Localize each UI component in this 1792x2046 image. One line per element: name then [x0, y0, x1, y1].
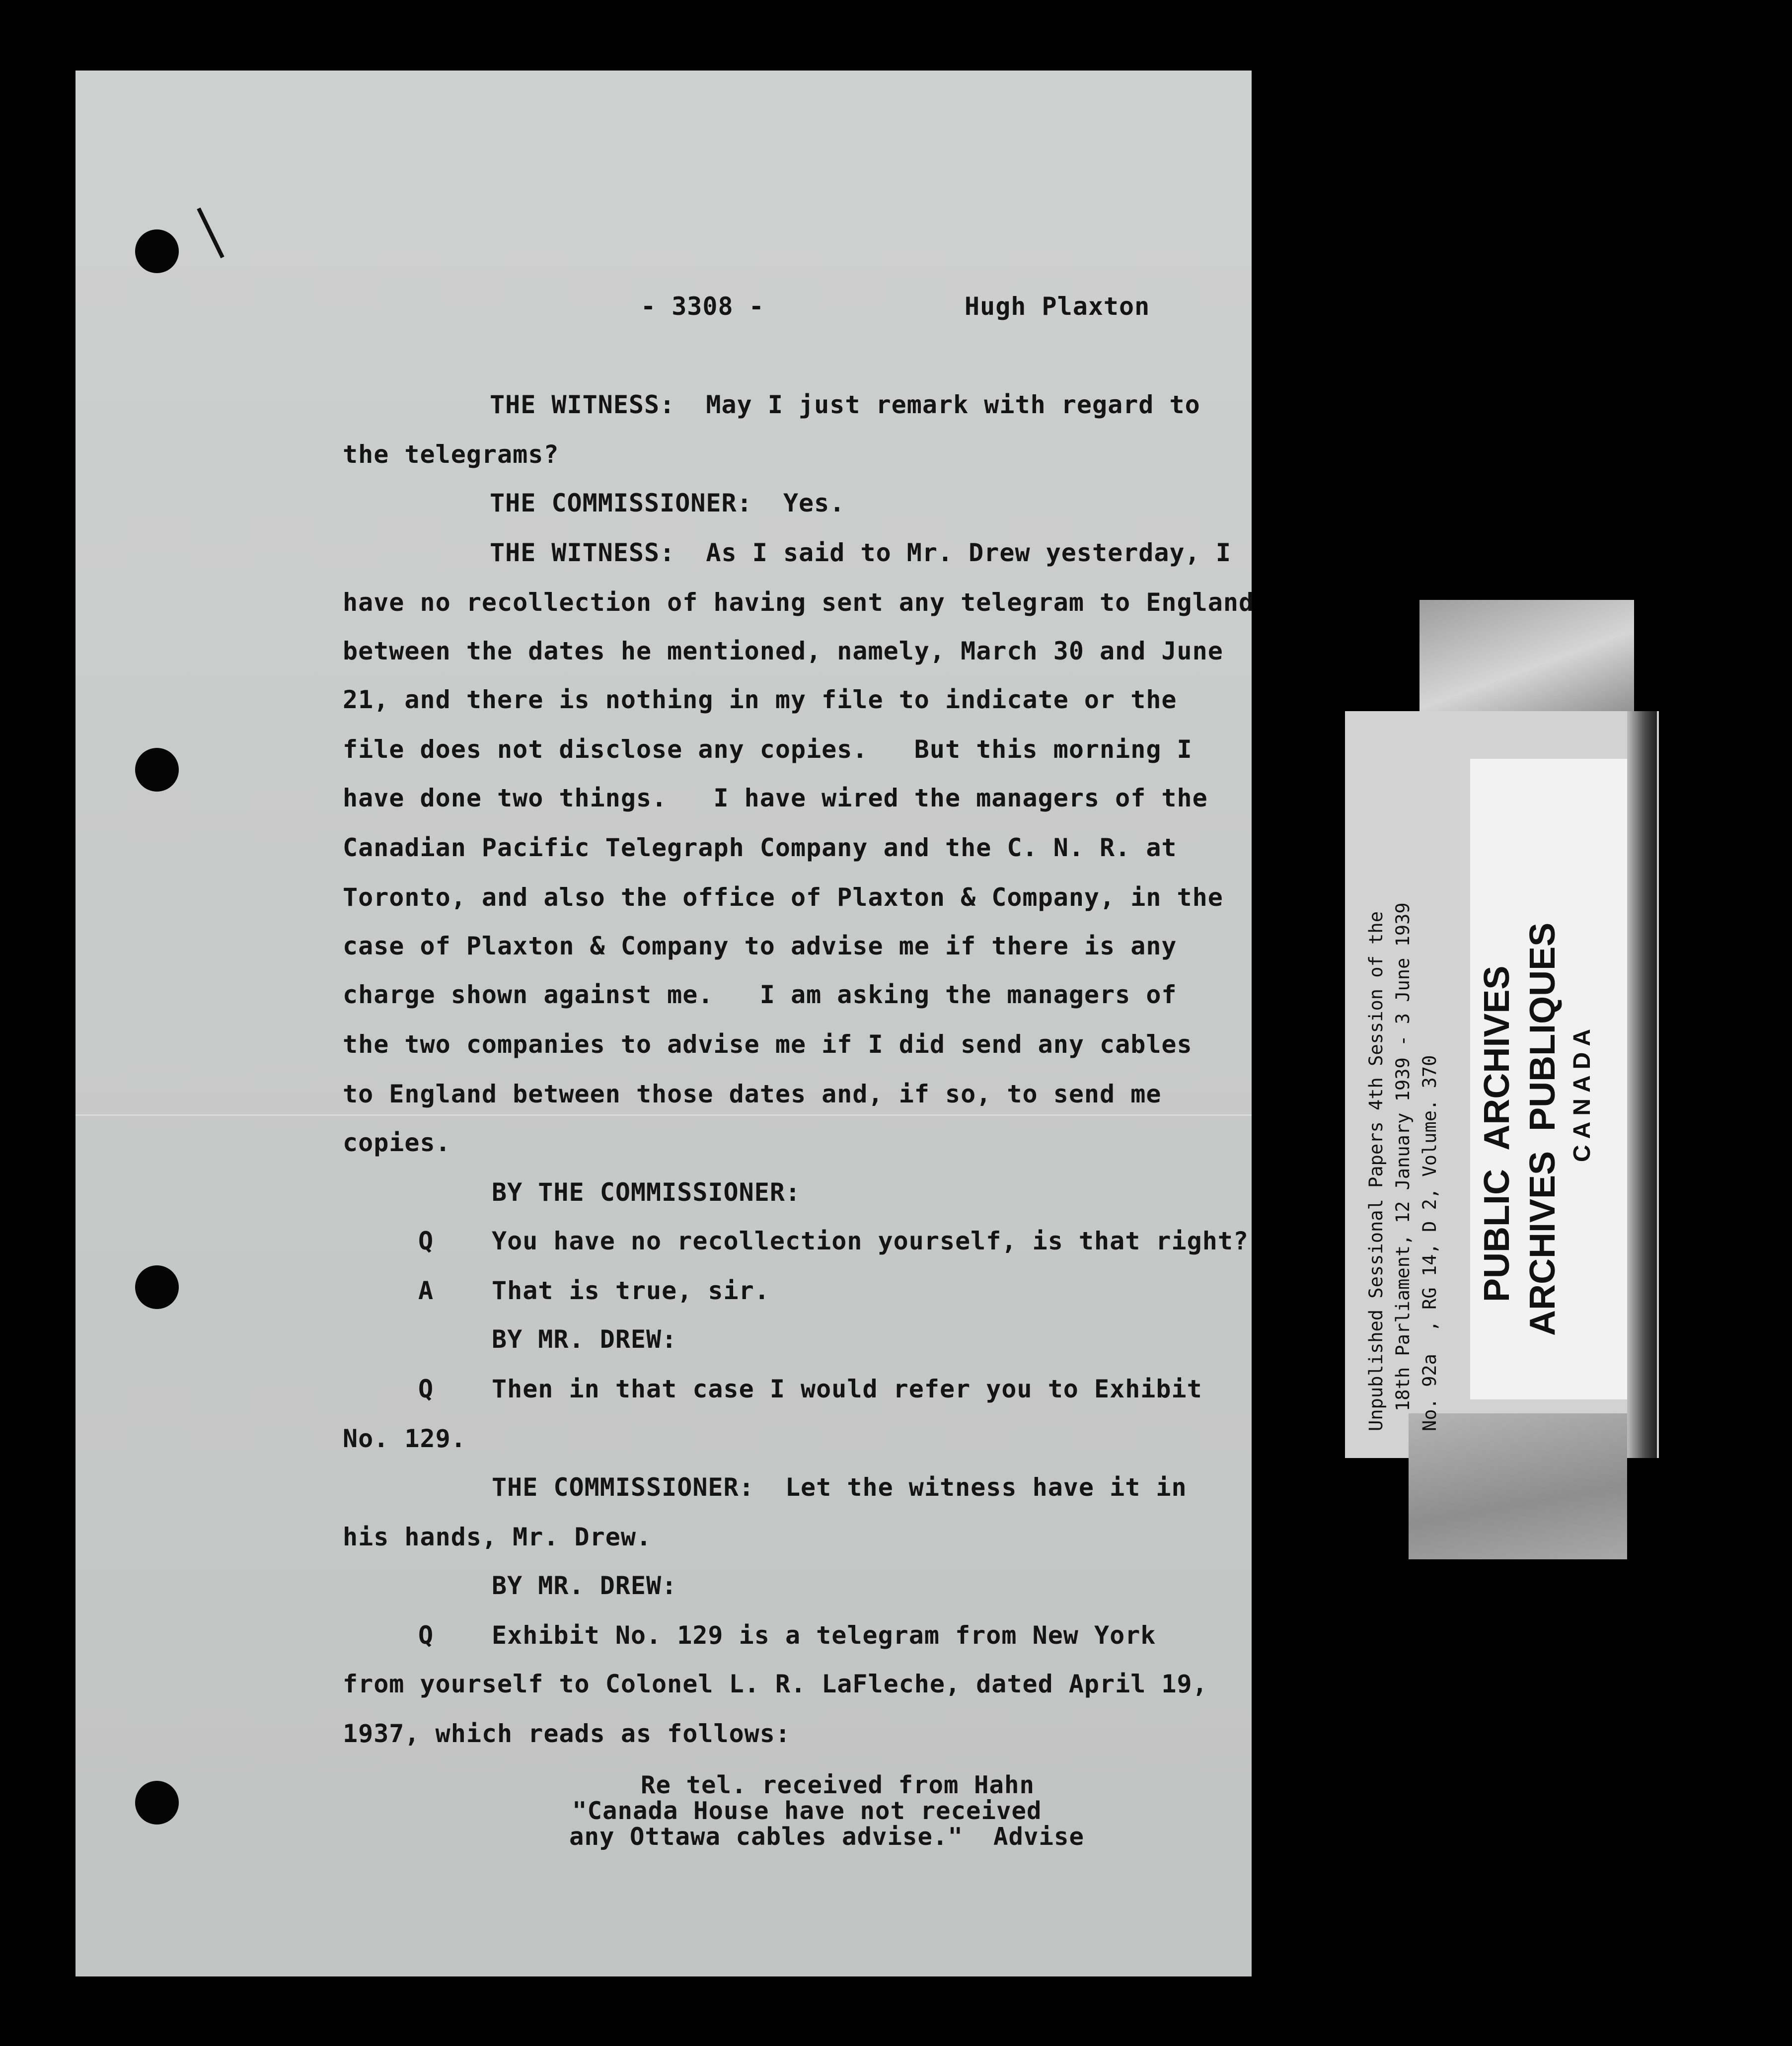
transcript-line: 1937, which reads as follows: — [343, 1719, 791, 1748]
transcript-line: Canadian Pacific Telegraph Company and the C. N. R. at — [343, 833, 1177, 862]
archive-card-top — [1419, 600, 1634, 719]
transcript-line: from yourself to Colonel L. R. LaFleche, dated April 19, — [343, 1670, 1208, 1698]
transcript-line: the two companies to advise me if I did send any cables — [343, 1030, 1193, 1059]
question-marker: Q — [418, 1227, 434, 1255]
transcript-line: No. 129. — [343, 1424, 466, 1453]
archive-stamp-line: PUBLIC ARCHIVES — [1477, 965, 1517, 1302]
archive-reference: No. 92a , RG 14, D 2, Volume. 370 — [1419, 1055, 1440, 1431]
examiner-heading: BY MR. DREW: — [492, 1571, 677, 1600]
question-text: You have no recollection yourself, is that right? — [492, 1227, 1249, 1255]
transcript-line: THE WITNESS: May I just remark with regard to — [490, 390, 1200, 419]
transcript-line: between the dates he mentioned, namely, March 30 and June — [343, 637, 1223, 665]
transcript-line: have done two things. I have wired the managers of the — [343, 784, 1208, 812]
archive-stamp-line: CANADA — [1569, 1023, 1595, 1162]
answer-marker: A — [418, 1276, 434, 1305]
transcript-line: THE WITNESS: As I said to Mr. Drew yesterday, I — [490, 538, 1231, 567]
transcript-line: file does not disclose any copies. But this morning I — [343, 735, 1193, 764]
archive-card-bottom — [1409, 1413, 1627, 1559]
transcript-line: his hands, Mr. Drew. — [343, 1523, 652, 1551]
question-marker: Q — [418, 1621, 434, 1650]
telegram-quote-line: any Ottawa cables advise." Advise — [569, 1823, 1085, 1851]
archive-reference: Unpublished Sessional Papers 4th Session of the — [1365, 911, 1387, 1431]
transcript-line: have no recollection of having sent any telegram to England — [343, 588, 1255, 617]
punch-hole — [135, 748, 179, 792]
punch-hole — [135, 1265, 179, 1309]
transcript-line: charge shown against me. I am asking the managers of — [343, 980, 1177, 1009]
transcript-line: copies. — [343, 1128, 451, 1157]
transcript-line: to England between those dates and, if so, to send me — [343, 1080, 1162, 1108]
archive-card-edge — [1627, 711, 1657, 1458]
witness-header: Hugh Plaxton — [965, 292, 1150, 321]
answer-text: That is true, sir. — [492, 1276, 770, 1305]
transcript-line: THE COMMISSIONER: Yes. — [490, 489, 845, 517]
transcript-line: THE COMMISSIONER: Let the witness have it in — [492, 1473, 1187, 1502]
archive-reference: 18th Parliament, 12 January 1939 - 3 June 1939 — [1392, 902, 1414, 1411]
telegram-quote-line: Re tel. received from Hahn — [641, 1771, 1035, 1799]
page-number: - 3308 - — [641, 292, 764, 321]
transcript-line: Toronto, and also the office of Plaxton & Company, in the — [343, 883, 1223, 912]
telegram-quote-line: "Canada House have not received — [572, 1797, 1042, 1825]
pen-mark — [197, 208, 224, 258]
transcript-line: 21, and there is nothing in my file to indicate or the — [343, 685, 1177, 714]
question-text: Then in that case I would refer you to Exhibit — [492, 1375, 1202, 1403]
fold-crease — [75, 1114, 1252, 1116]
question-marker: Q — [418, 1375, 434, 1403]
examiner-heading: BY THE COMMISSIONER: — [492, 1178, 801, 1207]
punch-hole — [135, 1781, 179, 1825]
transcript-line: the telegrams? — [343, 440, 559, 469]
examiner-heading: BY MR. DREW: — [492, 1325, 677, 1354]
transcript-line: case of Plaxton & Company to advise me if there is any — [343, 932, 1177, 960]
archive-stamp-line: ARCHIVES PUBLIQUES — [1523, 922, 1563, 1336]
question-text: Exhibit No. 129 is a telegram from New York — [492, 1621, 1156, 1650]
punch-hole — [135, 229, 179, 273]
